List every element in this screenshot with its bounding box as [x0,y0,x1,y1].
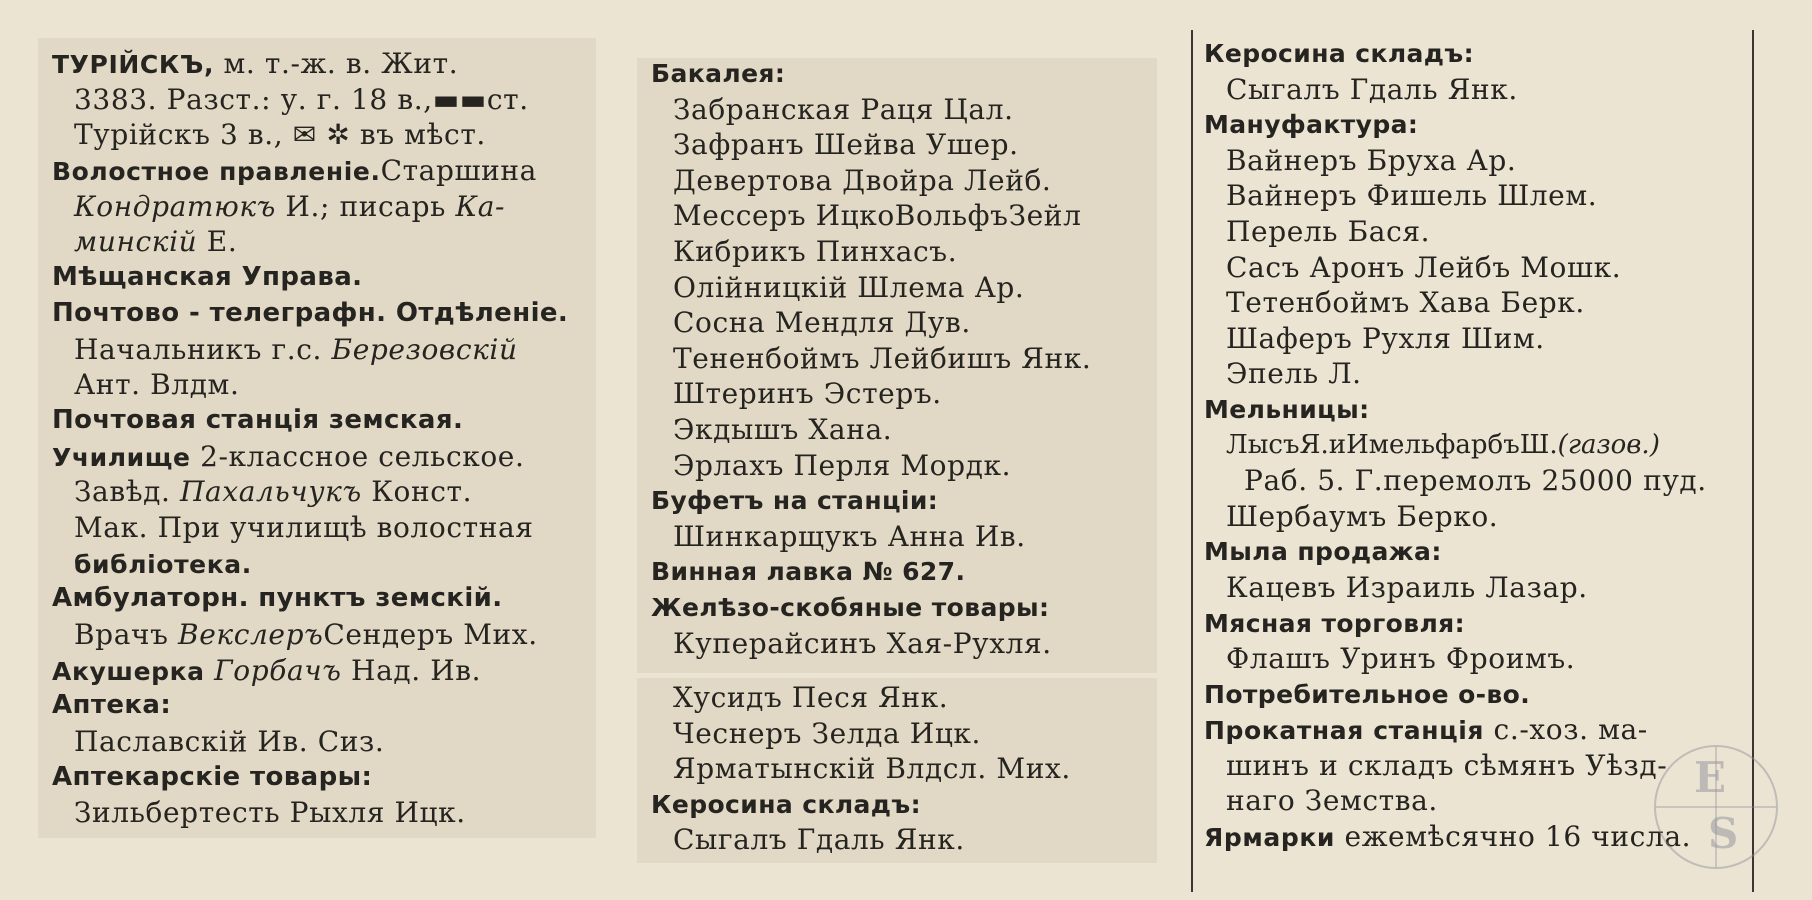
entry-line [651,376,1166,412]
text-segment: Ант. Влдм. [74,368,240,402]
entry-line [1204,178,1804,214]
entry-line [52,510,597,546]
text-segment: Хусидъ Песя Янк. [673,681,949,714]
column-1-entries [52,46,597,831]
column-2-lower-entries [651,680,1166,858]
text-segment: Тененбоймъ Лейбишъ Янк. [673,341,1092,375]
text-segment: Чеснеръ Зелда Ицк. [673,716,982,750]
section-heading-line [52,403,597,439]
text-segment: Кацевъ Израиль Лазар. [1226,570,1588,604]
text-segment: Шербаумъ Берко. [1226,499,1499,533]
entry-line [1204,72,1804,108]
entry-line [651,198,1166,234]
text-segment: минскій [74,225,198,259]
entry-line [651,412,1166,448]
text-segment: Вайнеръ Бруха Ар. [1226,143,1517,177]
section-heading-line [52,688,597,724]
text-segment: Мануфактура: [1204,110,1419,140]
text-segment: Эрлахъ Перля Мордк. [673,448,1012,482]
entry-line [52,617,597,653]
text-segment: Начальникъ г.с. [74,332,332,366]
entry-line [1204,321,1804,357]
watermark-letter-e: E [1694,753,1727,802]
text-segment: Пахальчукъ [180,475,362,509]
text-segment: ЛысъЯ.иИмельфарбъШ. [1226,429,1558,460]
text-segment: Почтово - телеграфн. Отдѣленіе. [52,297,569,328]
entry-line [1204,285,1804,321]
text-segment: Мыла продажа: [1204,537,1442,567]
text-segment: 3383. Разст.: у. г. 18 в., [74,82,433,116]
text-segment: Над. Ив. [341,653,482,687]
entry-line [651,716,1166,752]
text-segment: Экдышъ Хана. [673,412,893,446]
section-heading-line [1204,36,1804,72]
text-segment: Горбачъ [204,653,342,687]
text-segment: шинъ и складъ сѣмянъ Уѣзд- [1226,748,1668,782]
text-segment: Кондратюкъ [74,189,276,223]
watermark-logo [1654,745,1778,869]
text-segment: Сыгалъ Гдаль Янк. [673,823,965,857]
text-segment: Мак. При училищѣ волостная [74,510,534,544]
entry-line [52,82,597,118]
column-3-entries [1204,36,1804,855]
text-segment: 2-классное сельское. [190,439,525,473]
text-segment: Шаферъ Рухля Шим. [1226,321,1545,355]
entry-line [1204,463,1804,499]
text-segment: ежемѣсячно 16 числа. [1335,820,1692,854]
text-segment: Мельницы: [1204,394,1370,424]
entry-line [1204,428,1804,464]
entry-line [651,270,1166,306]
section-heading-line [52,296,597,332]
text-segment: Керосина складъ: [1204,39,1474,68]
text-segment: Аптека: [52,690,172,721]
text-segment: Забранская Раця Цал. [673,92,1014,126]
text-segment: Врачъ [74,618,179,651]
section-heading-line [1204,677,1804,713]
section-heading-line [52,260,597,296]
text-segment: Сосна Мендля Дув. [673,306,971,340]
text-segment: Шинкарщукъ Анна Ив. [673,519,1026,553]
text-segment: Училище [52,442,191,472]
text-segment: Керосина складъ: [651,789,921,819]
entry-line [651,822,1166,858]
section-heading-line [1204,534,1804,570]
text-segment: ▬▬ [432,82,487,116]
entry-line [651,751,1166,787]
section-heading-line [651,554,1166,590]
section-heading-line [52,153,597,189]
section-heading-line [1204,107,1804,143]
text-segment: Раб. 5. Г.перемолъ 25000 пуд. [1244,464,1707,498]
text-segment: наго Земства. [1226,784,1438,818]
watermark-letter-s: S [1708,809,1739,858]
text-segment: Мессеръ ИцкоВольфъЗейл [673,199,1082,233]
section-heading-line [52,760,597,796]
entry-line [651,626,1166,662]
section-heading-line [1204,392,1804,428]
text-segment: Штеринъ Эстеръ. [673,377,942,411]
text-segment: Березовскій [331,332,518,366]
entry-line [52,224,597,260]
entry-line [651,305,1166,341]
text-segment: Мясная торговля: [1204,608,1466,638]
text-segment: Прокатная станція [1204,716,1485,746]
text-segment: Потребительное о-во. [1204,679,1531,709]
text-segment: Бакалея: [651,59,786,88]
text-segment: Ка- [455,189,506,223]
entry-line [651,163,1166,199]
text-segment: Е. [197,225,238,259]
text-segment: Олійницкій Шлема Ар. [673,270,1025,304]
text-segment: ст. [486,82,529,116]
text-segment: Желѣзо-скобяные товары: [651,592,1050,622]
text-segment: Эпель Л. [1226,357,1362,391]
entry-line [52,795,597,831]
text-segment: Акушерка [52,656,205,686]
entry-line [1204,214,1804,250]
text-segment: Ярмарки [1204,823,1336,853]
entry-line [52,117,597,153]
text-segment: Кибрикъ Пинхасъ. [673,234,958,268]
text-segment: Куперайсинъ Хая-Рухля. [673,626,1052,660]
entry-line [52,367,597,403]
text-segment: м. т.-ж. в. Жит. [214,47,459,80]
text-segment: Почтовая станція земская. [52,404,464,435]
entry-line [1204,499,1804,535]
section-heading-line [651,56,1166,92]
text-segment: И.; писарь [275,189,456,223]
section-heading-line [52,46,597,82]
entry-line [1204,641,1804,677]
text-segment: с.-хоз. ма- [1484,713,1648,747]
section-heading-line [651,590,1166,626]
text-segment: Сасъ Аронъ Лейбъ Мошк. [1226,250,1622,284]
entry-line [651,448,1166,484]
text-segment: Буфетъ на станціи: [651,486,939,516]
section-heading-line [52,546,597,582]
text-segment: Старшина [380,154,537,188]
entry-line [52,474,597,510]
text-segment: Векслеръ [178,618,324,651]
entry-line [52,724,597,760]
section-heading-line [1204,712,1804,748]
text-segment: Турійскъ 3 в., ✉ ✲ въ мѣст. [74,118,486,152]
entry-line [1204,356,1804,392]
section-heading-line [1204,606,1804,642]
entry-line [52,189,597,225]
text-segment: Зильбертесть Рыхля Ицк. [74,796,466,830]
section-heading-line [52,581,597,617]
text-segment: Вайнеръ Фишель Шлем. [1226,179,1598,213]
section-heading-line [651,787,1166,823]
entry-line [651,234,1166,270]
text-segment: библіотека. [74,549,252,579]
column-2-upper-entries [651,56,1166,661]
text-segment: Паславскій Ив. Сиз. [74,725,385,759]
text-segment: Конст. [361,475,473,509]
entry-line [651,341,1166,377]
entry-line [1204,143,1804,179]
column-2 [615,0,1185,900]
text-segment: Зафранъ Шейва Ушер. [673,128,1019,162]
text-segment: Девертова Двойра Лейб. [673,163,1052,197]
text-segment: Тетенбоймъ Хава Берк. [1226,286,1585,320]
text-segment: Волостное правленіе. [52,157,381,187]
entry-line [651,680,1166,716]
text-segment: Завѣд. [74,475,181,509]
text-segment: Ярматынскій Влдсл. Мих. [673,752,1071,786]
text-segment: Перель Бася. [1226,214,1431,248]
column-1 [0,0,615,900]
text-segment: Амбулаторн. пунктъ земскій. [52,583,503,614]
entry-line [651,127,1166,163]
entry-line [52,332,597,368]
text-segment: Винная лавка № 627. [651,557,966,587]
text-segment: Аптекарскіе товары: [52,761,373,792]
text-segment: Флашъ Уринъ Фроимъ. [1226,642,1576,676]
text-segment: ТУРІЙСКЪ, [52,50,215,79]
text-segment: Мѣщанская Управа. [52,262,363,293]
text-segment: (газов.) [1557,429,1660,460]
section-heading-line [52,439,597,475]
text-segment: Сендеръ Мих. [323,618,538,651]
entry-line [651,519,1166,555]
entry-line [651,92,1166,128]
section-heading-line [651,483,1166,519]
entry-line [1204,250,1804,286]
text-segment: Сыгалъ Гдаль Янк. [1226,72,1518,106]
entry-line [1204,570,1804,606]
section-heading-line [52,653,597,689]
